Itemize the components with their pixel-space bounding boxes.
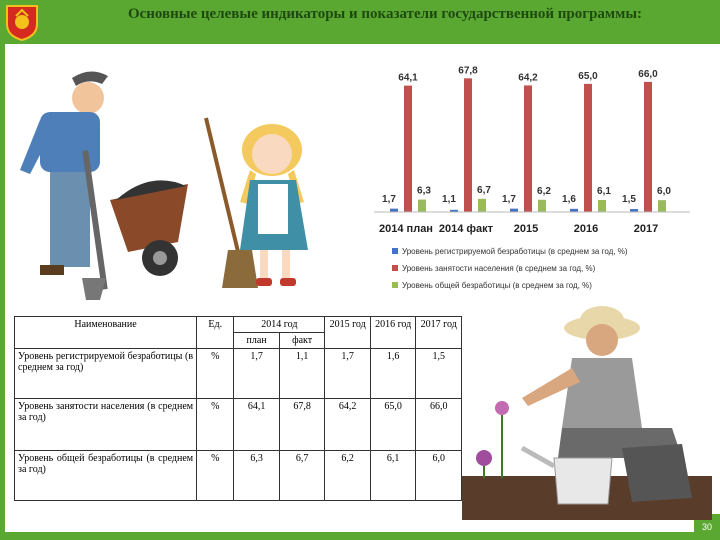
row-plan: 1,7 [234, 349, 280, 399]
chart-data-label: 67,8 [458, 65, 478, 77]
header-unit: Ед. [197, 317, 234, 349]
row-fact: 6,7 [279, 451, 325, 501]
chart-category-label: 2014 факт [438, 223, 494, 235]
girl-broom-illustration [200, 110, 340, 300]
legend-swatch [392, 248, 398, 254]
row-unit: % [197, 349, 234, 399]
legend-label: Уровень занятости населения (в среднем за год, %) [402, 264, 596, 273]
row-name: Уровень занятости населения (в среднем за год) [15, 399, 197, 451]
chart-data-label: 6,7 [477, 184, 491, 196]
chart-category-label: 2016 [573, 223, 599, 235]
chart-bar [464, 78, 472, 212]
header-2014: 2014 год [234, 317, 325, 333]
row-2017: 66,0 [416, 399, 462, 451]
row-fact: 1,1 [279, 349, 325, 399]
row-2015: 64,2 [325, 399, 371, 451]
row-2016: 65,0 [370, 399, 416, 451]
chart-data-label: 6,3 [417, 185, 431, 197]
chart-bar [510, 209, 518, 212]
chart-bar [584, 84, 592, 212]
chart-data-label: 6,0 [657, 186, 671, 198]
legend-label: Уровень общей безработицы (в среднем за год, %) [402, 281, 592, 290]
gardener-illustration [462, 298, 712, 520]
page-number: 30 [694, 514, 720, 540]
header-fact: факт [279, 333, 325, 349]
chart-bar [644, 82, 652, 212]
chart-data-label: 1,6 [562, 194, 576, 205]
table-header-row [15, 317, 462, 333]
chart-bar [478, 199, 486, 212]
row-2017: 6,0 [416, 451, 462, 501]
chart-bar [418, 200, 426, 212]
chart-bar [538, 200, 546, 212]
chart-data-label: 6,1 [597, 185, 611, 197]
header-name: Наименование [15, 317, 197, 349]
chart-bar [658, 200, 666, 212]
header-plan: план [234, 333, 280, 349]
row-2015: 1,7 [325, 349, 371, 399]
row-2015: 6,2 [325, 451, 371, 501]
chart-data-label: 65,0 [578, 70, 598, 82]
chart-data-label: 64,1 [398, 72, 418, 84]
table-row [15, 349, 462, 399]
coat-of-arms-icon [2, 2, 42, 42]
chart-bar [404, 86, 412, 212]
chart-data-label: 1,5 [622, 194, 636, 205]
chart-data-label: 6,2 [537, 185, 551, 197]
header-2017: 2017 год [416, 317, 462, 349]
row-2016: 1,6 [370, 349, 416, 399]
chart-category-labels [379, 223, 658, 235]
indicators-chart [370, 62, 705, 307]
row-name: Уровень регистрируемой безработицы (в среднем за год) [15, 349, 197, 399]
row-2016: 6,1 [370, 451, 416, 501]
page-title: Основные целевые индикаторы и показатели государственной программы: [127, 6, 643, 22]
left-accent-strip [0, 44, 5, 540]
chart-data-label: 1,7 [502, 194, 516, 205]
table-row [15, 399, 462, 451]
row-plan: 64,1 [234, 399, 280, 451]
chart-data-label: 1,7 [382, 194, 396, 205]
chart-category-label: 2014 план [379, 223, 433, 235]
row-2017: 1,5 [416, 349, 462, 399]
chart-bar [390, 209, 398, 212]
row-plan: 6,3 [234, 451, 280, 501]
worker-wheelbarrow-illustration [10, 60, 200, 300]
legend-swatch [392, 282, 398, 288]
row-name: Уровень общей безработицы (в среднем за год) [15, 451, 197, 501]
bottom-accent-strip [0, 532, 720, 540]
header-2016: 2016 год [370, 317, 416, 349]
legend-swatch [392, 265, 398, 271]
chart-data-label: 64,2 [518, 72, 538, 84]
chart-bar [524, 85, 532, 212]
chart-bar [598, 200, 606, 212]
row-unit: % [197, 451, 234, 501]
chart-data-label: 1,1 [442, 194, 456, 205]
header-bar [0, 0, 720, 44]
indicators-table [14, 316, 462, 501]
header-2015: 2015 год [325, 317, 371, 349]
legend-label: Уровень регистрируемой безработицы (в среднем за год, %) [402, 247, 628, 256]
chart-category-label: 2015 [513, 223, 539, 235]
table-row [15, 451, 462, 501]
chart-category-label: 2017 [633, 223, 659, 235]
row-unit: % [197, 399, 234, 451]
chart-legend [392, 247, 628, 290]
chart-data-label: 66,0 [638, 68, 658, 80]
row-fact: 67,8 [279, 399, 325, 451]
